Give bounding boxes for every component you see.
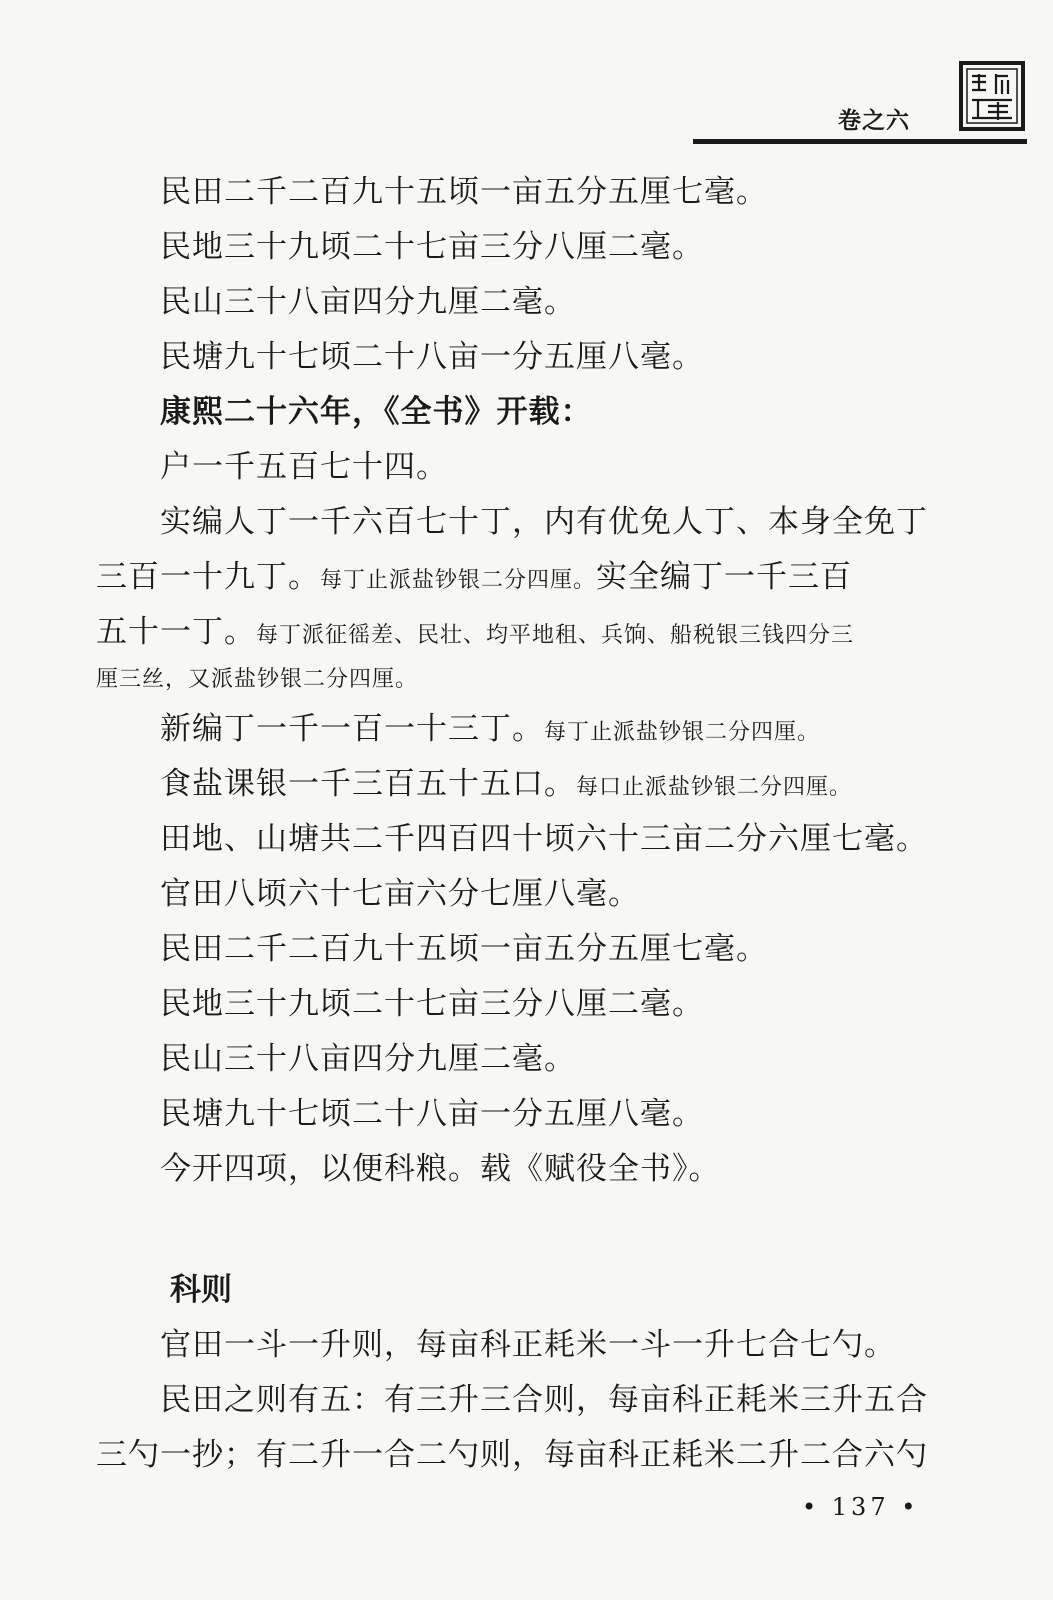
main-text: 实全编丁一千三百 (596, 559, 853, 595)
text-line: 实编人丁一千六百七十丁，内有优免人丁、本身全免丁 (160, 504, 928, 540)
text-line: 民田二千二百九十五顷一亩五分五厘七毫。 (160, 174, 768, 210)
text-line: 官田一斗一升则，每亩科正耗米一斗一升七合七勺。 (160, 1327, 896, 1363)
text-line: 民山三十八亩四分九厘二毫。 (160, 284, 576, 320)
text-line: 田地、山塘共二千四百四十顷六十三亩二分六厘七毫。 (160, 821, 928, 857)
text-line (96, 612, 854, 656)
main-text: 新编丁一千一百一十三丁。 (160, 711, 544, 747)
text-line: 户一千五百七十四。 (160, 449, 448, 485)
text-line: 民田二千二百九十五顷一亩五分五厘七毫。 (160, 931, 768, 967)
text-line: 民田之则有五：有三升三合则，每亩科正耗米三升五合 (160, 1382, 928, 1418)
text-line: 今开四项，以便科粮。载《赋役全书》。 (160, 1151, 721, 1187)
text-line: 三勺一抄；有二升一合二勺则，每亩科正耗米二升二合六勺 (96, 1437, 928, 1473)
chapter-title: 卷之六 (838, 108, 910, 134)
annotation-note: 每丁派征徭差、民壮、均平地租、兵饷、船税银三钱四分三 (256, 623, 855, 648)
text-line: 康熙二十六年，《全书》开载： (160, 394, 593, 430)
text-line (96, 557, 852, 601)
annotation-note: 每口止派盐钞银二分四厘。 (576, 775, 853, 800)
annotation-note: 每丁止派盐钞银二分四厘。 (320, 568, 597, 593)
main-text: 三百一十九丁。 (96, 559, 320, 595)
text-line (160, 764, 852, 808)
text-line: 官田八顷六十七亩六分七厘八毫。 (160, 876, 640, 912)
text-line: 民塘九十七顷二十八亩一分五厘八毫。 (160, 1096, 704, 1132)
text-line (160, 709, 820, 753)
header-rule (693, 139, 1027, 144)
main-text: 食盐课银一千三百五十五口。 (160, 766, 576, 802)
text-line: 民地三十九顷二十七亩三分八厘二毫。 (160, 229, 704, 265)
text-line: 民塘九十七顷二十八亩一分五厘八毫。 (160, 339, 704, 375)
main-text: 五十一丁。 (96, 614, 256, 650)
annotation-note: 每丁止派盐钞银二分四厘。 (544, 720, 821, 745)
text-line: 民地三十九顷二十七亩三分八厘二毫。 (160, 986, 704, 1022)
annotation-note: 厘三丝，又派盐钞银二分四厘。 (96, 667, 419, 692)
text-line: 民山三十八亩四分九厘二毫。 (160, 1041, 576, 1077)
page-number: • 137 • (802, 1493, 920, 1521)
seal-stamp-icon (958, 60, 1026, 132)
section-heading: 科则 (170, 1272, 232, 1308)
